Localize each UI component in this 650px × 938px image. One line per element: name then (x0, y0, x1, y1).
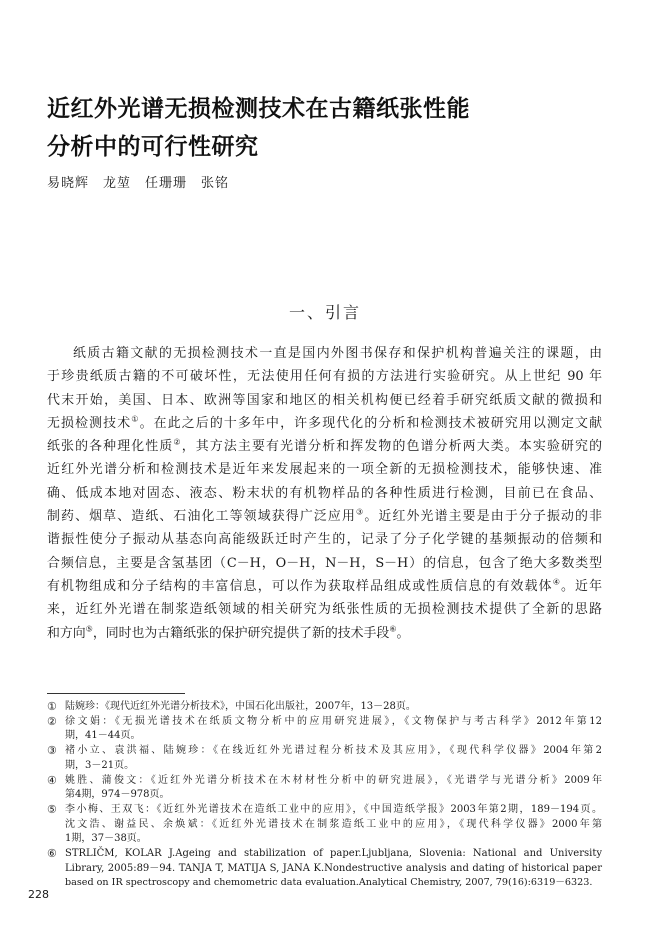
footnote-line: STRLIČM, KOLAR J.Ageing and stabilization of paper.Ljubljana, Slovenia: National and University (65, 848, 602, 860)
body-line: 合频信息，主要是含氢基团（C－H，O－H，N－H，S－H）的信息，包含了绝大多数类型 (47, 555, 602, 571)
footnote (47, 715, 602, 744)
footnote-line: 沈文浩、谢益民、余焕斌：《近红外光谱技术在制浆造纸工业中的应用》，《现代科学仪器》2000年第 (65, 818, 602, 830)
section-heading: 一、引言 (288, 303, 361, 322)
footnote-line: 姚胜、蒲俊文：《近红外光谱分析技术在木材材性分析中的研究进展》，《光谱学与光谱分析》2009年 (65, 774, 602, 786)
title-line: 近红外光谱无损检测技术在古籍纸张性能 (47, 96, 470, 122)
footnote (47, 744, 602, 773)
footnote-ref[interactable]: ⑤ (85, 624, 93, 634)
body-line: 纸张的各种理化性质②，其方法主要有光谱分析和挥发物的色谱分析两大类。本实验研究的 (47, 437, 602, 455)
footnote-line: 徐文娟：《无损光谱技术在纸质文物分析中的应用研究进展》，《文物保护与考古科学》2012年第12 (65, 715, 602, 727)
body-line: 谐振性使分子振动从基态向高能级跃迁时产生的，记录了分子化学键的基频振动的倍频和 (47, 532, 602, 548)
footnotes (47, 700, 602, 891)
footnote-ref[interactable]: ⑥ (389, 624, 397, 634)
footnote-ref[interactable]: ① (131, 414, 140, 424)
footnote-separator (47, 693, 185, 694)
body-line: 近红外光谱分析和检测技术是近年来发展起来的一项全新的无损检测技术，能够快速、准 (47, 462, 602, 478)
body-line: 无损检测技术①。在此之后的十多年中，许多现代化的分析和检测技术被研究用以测定文献 (47, 414, 602, 431)
body-text (47, 342, 602, 645)
body-line: 制药、烟草、造纸、石油化工等领域获得广泛应用③。近红外光谱主要是由于分子振动的非 (47, 507, 602, 525)
footnote-mark: ④ (47, 773, 57, 787)
article-title (47, 90, 607, 166)
footnote-line: based on IR spectroscopy and chemometric data evaluation.Analytical Chemistry, 2007, 79(16):6319－6323. (65, 877, 593, 889)
page-number: 228 (28, 888, 49, 901)
body-line: 纸质古籍文献的无损检测技术一直是国内外图书保存和保护机构普遍关注的课题，由 (73, 346, 602, 361)
footnote-line: 1期，37－38页。 (65, 833, 147, 845)
body-line: 代末开始，美国、日本、欧洲等国家和地区的相关机构便已经着手研究纸质文献的微损和 (47, 392, 602, 408)
body-line: 有机物组成和分子结构的丰富信息，可以作为获取样品组成或性质信息的有效载体④。近年 (47, 577, 602, 594)
footnote-ref[interactable]: ② (173, 437, 182, 447)
footnote-mark: ② (47, 714, 57, 728)
title-line: 分析中的可行性研究 (47, 134, 259, 160)
footnote-ref[interactable]: ④ (552, 577, 562, 587)
footnote-line: 期，3－21页。 (65, 759, 135, 771)
footnote-mark: ⑥ (47, 847, 57, 861)
body-line: 来，近红外光谱在制浆造纸领域的相关研究为纸张性质的无损检测技术提供了全新的思路 (47, 602, 602, 618)
footnote-line: 期，41－44页。 (65, 730, 141, 742)
body-line: 确、低成本地对固态、液态、粉末状的有机物样品的各种性质进行检测，目前已在食品、 (47, 485, 602, 501)
footnote (47, 847, 602, 891)
author-list: 易晓辉 龙堃 任珊珊 张铭 (47, 176, 230, 191)
footnote (47, 700, 602, 715)
footnote-line: 李小梅、王双飞：《近红外光谱技术在造纸工业中的应用》，《中国造纸学报》2003年第2期，189－194页。 (65, 803, 602, 815)
footnote-mark: ③ (47, 744, 57, 758)
footnote-line: 第4期，974－978页。 (65, 789, 170, 801)
footnote (47, 803, 602, 847)
footnote-mark: ① (47, 700, 57, 713)
footnote-line: 陆婉珍：《现代近红外光谱分析技术》，中国石化出版社，2007年，13－28页。 (65, 701, 416, 712)
footnote-line: 褚小立、袁洪福、陆婉珍：《在线近红外光谱过程分析技术及其应用》，《现代科学仪器》2004年第2 (65, 745, 602, 757)
footnote-mark: ⑤ (47, 802, 57, 816)
footnote-line: Library, 2005:89－94. TANJA T, MATIJA S, JANA K.Nondestructive analysis and dating of historical paper (65, 862, 602, 874)
body-line: 于珍贵纸质古籍的不可破坏性，无法使用任何有损的方法进行实验研究。从上世纪 90 年 (47, 369, 602, 385)
footnote-ref[interactable]: ③ (356, 507, 365, 517)
body-line: 和方向⑤，同时也为古籍纸张的保护研究提供了新的技术手段⑥。 (47, 624, 410, 641)
footnote (47, 774, 602, 803)
